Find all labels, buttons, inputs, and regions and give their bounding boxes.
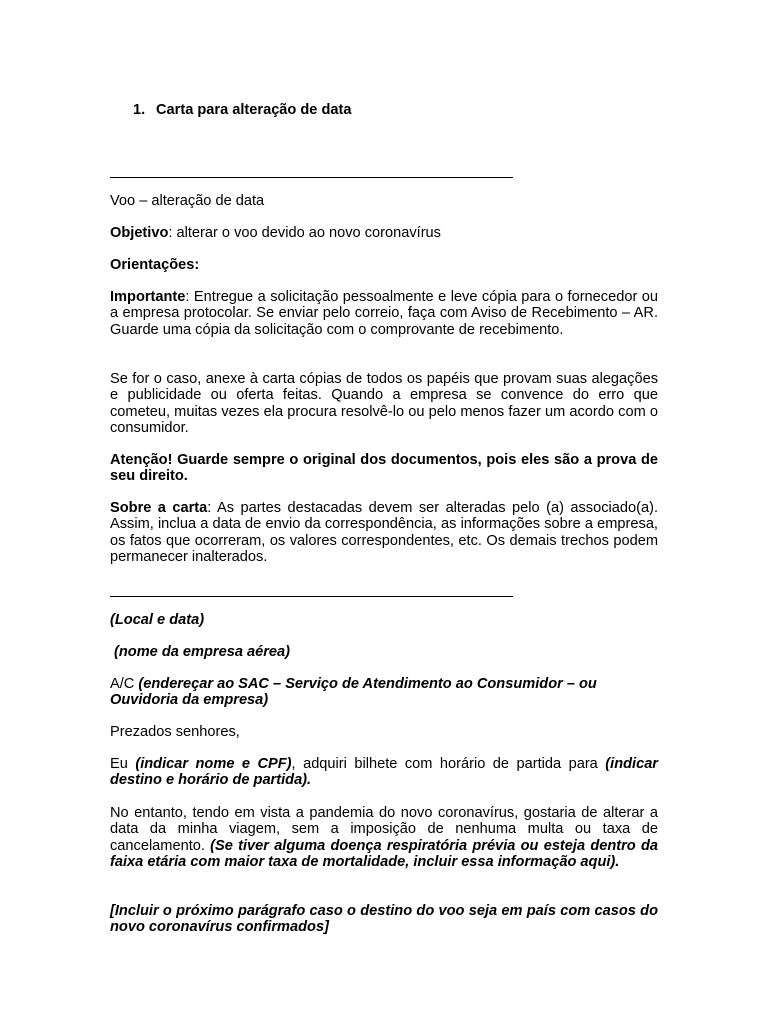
separator-line-top [110,177,513,178]
section-heading [133,101,351,119]
objective-paragraph [110,225,658,241]
about-label: Sobre a carta [110,500,208,516]
instruction-paragraph: [Incluir o próximo parágrafo caso o destino do voo seja em país com casos do novo coronavírus confirmados] [110,903,658,936]
objective-label: Objetivo [110,225,169,241]
separator-line-bottom [110,596,513,597]
ac-prefix: A/C [110,676,139,692]
local-date-placeholder: (Local e data) [110,612,205,628]
about-paragraph [110,500,658,565]
ticket-text-a: Eu [110,756,136,772]
attention-paragraph: Atenção! Guarde sempre o original dos documentos, pois eles são a prova de seu direito. [110,452,658,485]
health-condition-placeholder: (Se tiver alguma doença respiratória prévia ou esteja dentro da faixa etária com maior taxa de mortalidade, incluir essa informação aqui). [110,837,658,870]
ticket-paragraph [110,756,658,789]
airline-name-placeholder: (nome da empresa aérea) [114,644,291,660]
heading-number: 1. [133,102,146,118]
important-label: Importante [110,289,186,305]
attention-to-paragraph [110,676,658,709]
about-text: : As partes destacadas devem ser alteradas pelo (a) associado(a). Assim, inclua a data de envio da correspondência, as informações sobre a empresa, os fatos que ocorreram, os valores correspondentes, etc. Os demais trechos podem permanecer inalterados. [110,500,658,565]
attach-paragraph: Se for o caso, anexe à carta cópias de todos os papéis que provam suas alegações e publicidade ou oferta feitas. Quando a empresa se convence do erro que cometeu, muitas vezes ela procura resolvê-lo ou pelo menos fazer um acordo com o consumidor. [110,371,658,436]
subject-line: Voo – alteração de data [110,193,265,209]
important-text: : Entregue a solicitação pessoalmente e leve cópia para o fornecedor ou a empresa protocolar. Se enviar pelo correio, faça com Aviso de Recebimento – AR. Guarde uma cópia da solicitação com o comprovante de recebimento. [110,289,658,338]
name-cpf-placeholder: (indicar nome e CPF) [135,756,292,772]
ticket-text-c: , adquiri bilhete com horário de partida para [291,756,606,772]
heading-title: Carta para alteração de data [156,102,352,118]
objective-text: : alterar o voo devido ao novo coronavírus [168,225,441,241]
guidelines-label: Orientações: [110,257,200,273]
change-request-text: No entanto, tendo em vista a pandemia do novo coronavírus, gostaria de alterar a data da minha viagem, sem a imposição de nenhuma multa ou taxa de cancelamento. [110,805,658,854]
greeting: Prezados senhores, [110,724,240,740]
change-request-paragraph [110,805,658,870]
destination-placeholder: (indicar destino e horário de partida). [110,756,658,789]
ac-placeholder: (endereçar ao SAC – Serviço de Atendimento ao Consumidor – ou Ouvidoria da empresa) [110,676,597,709]
important-paragraph [110,289,658,338]
